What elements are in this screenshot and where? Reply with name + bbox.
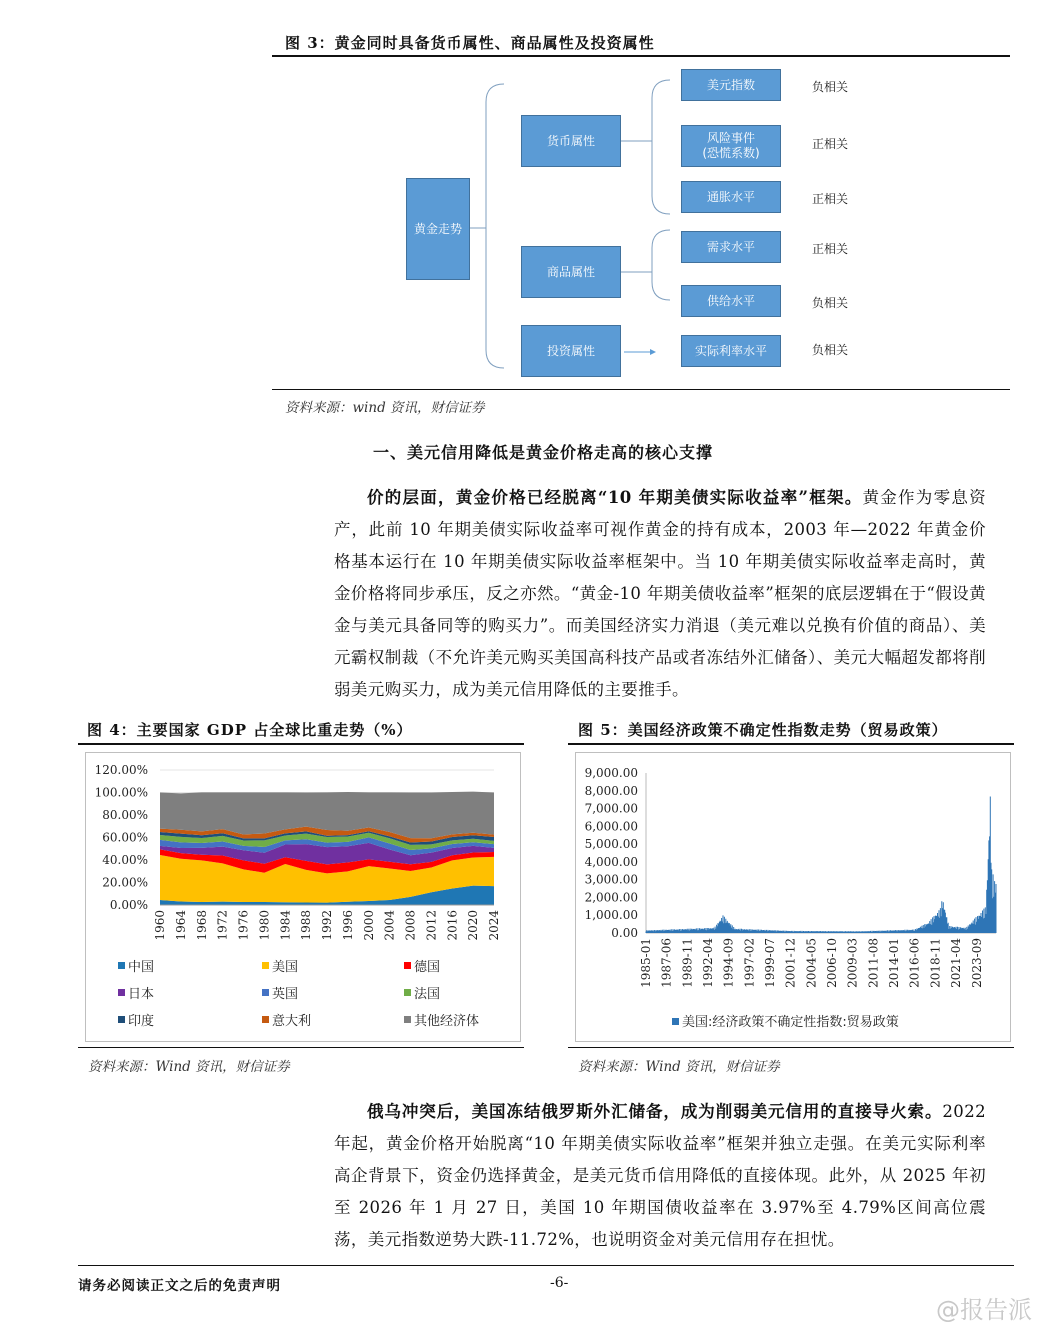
x-tick-label: 1972 [215,910,230,941]
factor-box-usd-index: 美元指数 [681,69,781,101]
x-tick-label: 1984 [278,910,293,941]
legend-swatch-usa [262,962,269,969]
legend-swatch-india [118,1016,125,1023]
y-tick-label: 6,000.00 [584,819,638,834]
relation-inflation: 正相关 [812,192,849,206]
x-tick-label: 2000 [361,910,376,941]
x-tick-label: 2012 [424,910,439,941]
figure5-bottom-rule [568,1047,1014,1048]
figure3-connectors [272,58,1012,388]
legend-swatch-china [118,962,125,969]
y-tick-label: 60.00% [102,830,148,845]
section-heading: 一、美元信用降低是黄金价格走高的核心支撑 [373,443,714,462]
legend-label-germany: 德国 [414,960,441,975]
epu-bars [646,797,996,934]
x-tick-label: 2018-11 [928,938,943,988]
figure4-source: 资料来源：Wind 资讯，财信证券 [88,1059,290,1075]
y-tick-label: 7,000.00 [584,801,638,816]
x-tick-label: 2014-01 [887,938,902,988]
x-tick-label: 2016 [445,910,460,941]
legend-swatch-uk [262,989,269,996]
paragraph-1-lead: 价的层面，黄金价格已经脱离“10 年期美债实际收益率”框架。 [367,488,863,507]
x-tick-label: 2001-12 [783,938,798,988]
paragraph-2-body: 2022 年起，黄金价格开始脱离“10 年期美债实际收益率”框架并独立走强。在美元实际利率高企背景下，资金仍选择黄金，是美元货币信用降低的直接体现。此外，从 2025 年初至 2026 年 1 月 27 日，美国 10 年期国债收益率在 3.97%至 4.79%区间高位震荡，美元指数逆势大跌-11.72%，也说明资金对美元信用存在担忧。 [334,1102,986,1249]
paragraph-2 [334,1096,986,1256]
legend-label-epu: 美国:经济政策不确定性指数:贸易政策 [682,1015,899,1030]
x-tick-label: 2023-09 [969,938,984,988]
x-tick-label: 1987-06 [659,938,674,988]
y-tick-label: 0.00 [611,926,638,940]
figure3-bottom-rule [272,389,1010,390]
factor-risk-sublabel: (恐慌系数) [702,146,760,160]
epu-trade-chart [576,753,1008,1037]
y-tick-label: 2,000.00 [584,890,638,905]
y-tick-label: 120.00% [94,763,148,777]
x-tick-label: 1988 [299,910,314,941]
factor-risk-label: 风险事件 [706,131,755,145]
x-tick-label: 1996 [340,910,355,941]
y-tick-label: 3,000.00 [584,872,638,887]
legend-item-china [118,956,154,975]
x-tick-label: 1964 [173,910,188,941]
legend-item-india [118,1010,154,1029]
x-tick-label: 2008 [403,910,418,941]
x-tick-label: 2004 [382,910,397,941]
legend-label-others: 其他经济体 [414,1014,480,1029]
y-tick-label: 100.00% [94,785,148,800]
footer-rule [78,1265,1014,1266]
legend-item-italy [262,1010,311,1029]
relation-demand: 正相关 [812,242,849,256]
legend-swatch-france [404,989,411,996]
y-tick-label: 80.00% [102,808,148,822]
paragraph-1 [334,482,986,706]
relation-risk-events: 正相关 [812,137,849,151]
x-tick-label: 1992 [320,910,334,941]
legend-item-uk [262,983,298,1002]
category-box-monetary: 货币属性 [521,115,621,167]
x-tick-label: 2021-04 [949,938,964,988]
x-tick-label: 2016-06 [907,938,922,988]
legend-item-others [404,1010,479,1029]
legend-label-china: 中国 [128,960,155,975]
relation-usd-index: 负相关 [812,80,849,94]
relation-real-rate: 负相关 [812,343,849,357]
legend-swatch-japan [118,989,125,996]
footer-disclaimer: 请务必阅读正文之后的免责声明 [78,1278,281,1294]
paragraph-2-lead: 俄乌冲突后，美国冻结俄罗斯外汇储备，成为削弱美元信用的直接导火索。 [367,1102,943,1121]
x-tick-label: 1994-09 [721,938,736,988]
y-tick-label: 1,000.00 [584,908,638,923]
legend-item-germany [404,956,440,975]
y-tick-label: 20.00% [102,875,148,890]
figure4-bottom-rule [78,1047,524,1048]
x-tick-label: 1985-01 [639,938,653,988]
x-tick-label: 2024 [487,910,501,941]
legend-label-japan: 日本 [128,987,155,1002]
factor-box-inflation: 通胀水平 [681,181,781,213]
root-box-gold-trend: 黄金走势 [406,178,470,280]
y-tick-label: 4,000.00 [584,854,638,869]
x-tick-label: 1992-04 [701,938,716,988]
legend-label-usa: 美国 [272,960,299,975]
legend-item-france [404,983,440,1002]
legend-swatch-epu [672,1018,679,1025]
x-tick-label: 1980 [257,910,272,941]
x-tick-label: 2011-08 [866,938,881,988]
x-tick-label: 2004-05 [804,938,819,988]
relation-supply: 负相关 [812,296,849,310]
y-tick-label: 5,000.00 [584,837,638,852]
legend-swatch-italy [262,1016,269,1023]
x-tick-label: 2020 [466,910,481,941]
factor-box-supply: 供给水平 [681,285,781,317]
figure5-top-rule [568,743,1014,745]
legend-label-france: 法国 [414,987,441,1002]
figure5-title: 图 5：美国经济政策不确定性指数走势（贸易政策） [578,721,948,739]
x-tick-label: 2009-03 [845,938,860,988]
footer-watermark: @报告派 [936,1296,1032,1324]
legend-item-usa [262,956,298,975]
gdp-share-chart [86,753,518,943]
y-tick-label: 9,000.00 [584,766,638,780]
y-tick-label: 0.00% [109,898,148,912]
category-box-commodity: 商品属性 [521,246,621,298]
y-tick-label: 40.00% [102,853,148,867]
figure3-top-rule [272,55,1010,57]
x-tick-label: 1960 [153,910,167,941]
footer-page-number: -6- [550,1275,569,1291]
category-box-investment: 投资属性 [521,325,621,377]
x-tick-label: 1976 [236,910,251,941]
paragraph-1-body: 黄金作为零息资产，此前 10 年期美债实际收益率可视作黄金的持有成本，2003 年—2022 年黄金价格基本运行在 10 年期美债实际收益率框架中。当 10 年期美债实际收益率走高时，黄金价格将同步承压，反之亦然。“黄金-10 年期美债收益率”框架的底层逻辑在于“假设黄金与美元具备同等的购买力”。而美国经济实力消退（美元难以兑换有价值的商品）、美元霸权制裁（不允许美元购买美国高科技产品或者冻结外汇储备）、美元大幅超发都将削弱美元购买力，成为美元信用降低的主要推手。 [334,488,986,699]
figure3-source: 资料来源：wind 资讯，财信证券 [285,400,485,416]
legend-swatch-germany [404,962,411,969]
x-tick-label: 1968 [194,910,209,941]
figure3-title: 图 3：黄金同时具备货币属性、商品属性及投资属性 [285,34,655,52]
x-tick-label: 2006-10 [825,938,840,988]
x-tick-label: 1997-02 [742,938,757,988]
figure4-top-rule [78,743,524,745]
factor-box-demand: 需求水平 [681,231,781,263]
legend-label-uk: 英国 [272,987,299,1002]
legend-label-india: 印度 [128,1014,155,1029]
x-tick-label: 1989-11 [680,938,695,988]
x-tick-label: 1999-07 [763,938,778,988]
legend-label-italy: 意大利 [272,1014,312,1029]
legend-item-japan [118,983,154,1002]
legend-swatch-others [404,1016,411,1023]
factor-box-risk-events [681,125,781,167]
factor-box-real-rate: 实际利率水平 [681,335,781,367]
figure4-title: 图 4：主要国家 GDP 占全球比重走势（%） [87,721,413,739]
y-tick-label: 8,000.00 [584,783,638,798]
figure5-source: 资料来源：Wind 资讯，财信证券 [578,1059,780,1075]
